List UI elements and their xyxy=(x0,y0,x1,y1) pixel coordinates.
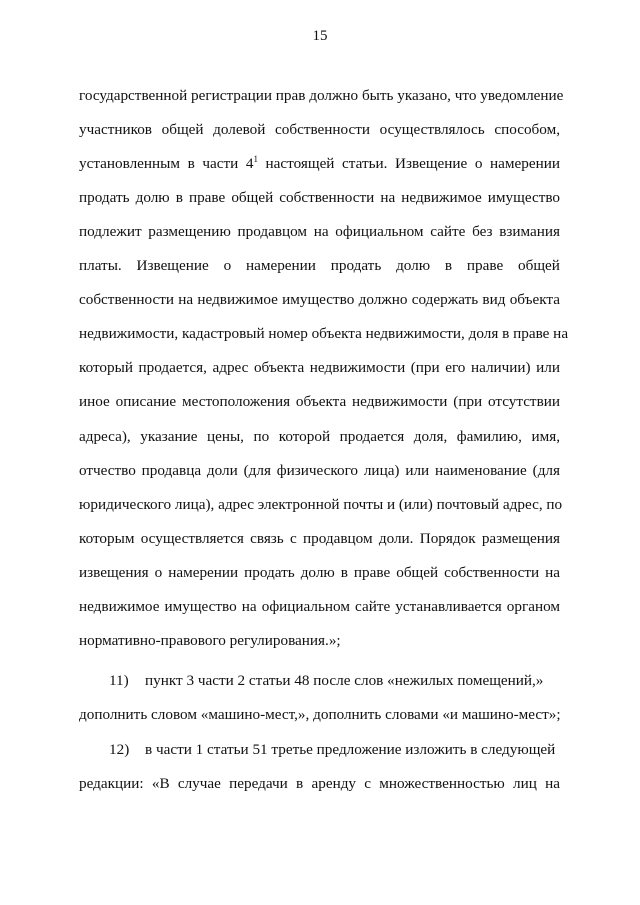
list-item-number: 11) xyxy=(109,672,129,689)
text-line: адреса), указание цены, по которой продается доля, фамилию, имя, xyxy=(79,428,560,445)
text-line: участников общей долевой собственности осуществлялось способом, xyxy=(79,121,560,138)
text-line: который продается, адрес объекта недвижимости (при его наличии) или xyxy=(79,359,560,376)
word: о xyxy=(223,257,232,274)
text-line: дополнить словом «машино-мест,», дополнить словами «и машино-мест»; xyxy=(79,706,561,723)
text-line: подлежит размещению продавцом на официальном сайте без взимания xyxy=(79,223,560,240)
word: продать xyxy=(330,257,382,274)
text-line xyxy=(79,155,560,173)
word: платы. xyxy=(79,257,122,274)
list-item-number: 12) xyxy=(109,741,130,758)
word: в xyxy=(444,257,453,274)
superscript: 1 xyxy=(253,154,258,164)
text-line: которым осуществляется связь с продавцом доли. Порядок размещения xyxy=(79,530,560,547)
text-line: государственной регистрации прав должно быть указано, что уведомление xyxy=(79,87,564,104)
list-item-text: в части 1 статьи 51 третье предложение изложить в следующей xyxy=(145,741,556,758)
text-segment: установленным в части 4 xyxy=(79,155,254,172)
text-segment: настоящей статьи. Извещение о намерении xyxy=(257,155,560,172)
text-line: отчество продавца доли (для физического лица) или наименование (для xyxy=(79,462,560,479)
word: намерении xyxy=(245,257,316,274)
word: долю xyxy=(396,257,431,274)
list-item-text: пункт 3 части 2 статьи 48 после слов «нежилых помещений,» xyxy=(145,672,544,689)
text-line: продать долю в праве общей собственности на недвижимое имущество xyxy=(79,189,560,206)
text-line: недвижимое имущество на официальном сайте устанавливается органом xyxy=(79,598,560,615)
text-line xyxy=(79,257,560,275)
list-item-11 xyxy=(79,672,560,690)
text-line: редакции: «В случае передачи в аренду с множественностью лиц на xyxy=(79,775,560,792)
word: общей xyxy=(518,257,560,274)
text-line: нормативно-правового регулирования.»; xyxy=(79,632,341,649)
text-line: юридического лица), адрес электронной почты и (или) почтовый адрес, по xyxy=(79,496,563,513)
text-line: недвижимости, кадастровый номер объекта недвижимости, доля в праве на xyxy=(79,325,569,342)
page-number: 15 xyxy=(312,28,328,44)
text-line: извещения о намерении продать долю в праве общей собственности на xyxy=(79,564,560,581)
text-line: собственности на недвижимое имущество должно содержать вид объекта xyxy=(79,291,560,308)
text-line: иное описание местоположения объекта недвижимости (при отсутствии xyxy=(79,393,560,410)
word: праве xyxy=(466,257,504,274)
word: Извещение xyxy=(136,257,209,274)
list-item-12 xyxy=(79,741,560,759)
